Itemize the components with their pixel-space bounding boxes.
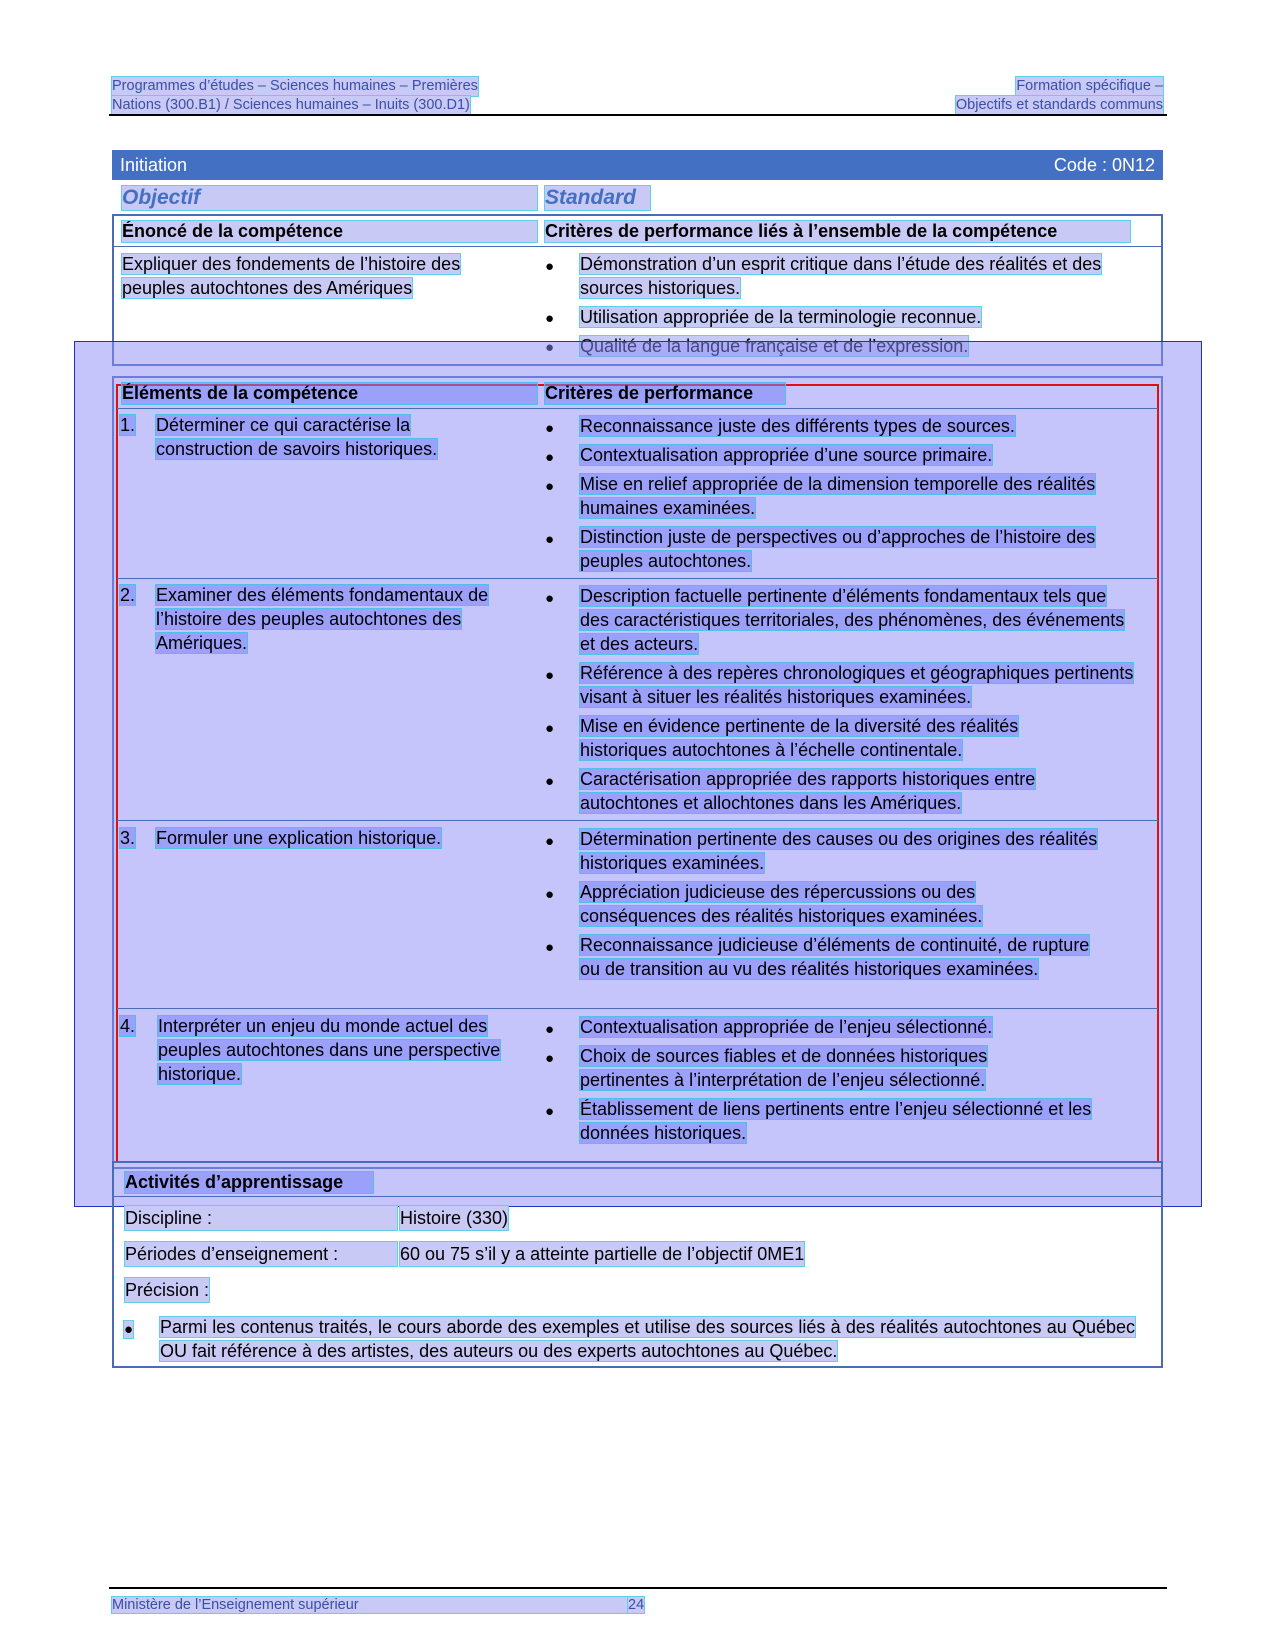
competence-statement: Expliquer des fondements de l’histoire des peuples autochtones des Amériques [122,254,461,298]
bullet-icon: ● [545,833,555,850]
bullet-icon: ● [545,478,555,495]
element-criterion: Distinction juste de perspectives ou d’approches de l’histoire des peuples autochtones. [580,527,1096,571]
bullet-icon: ● [545,939,555,956]
header-right-line2: Objectifs et standards communs [955,97,1163,113]
elements-col2-head: Critères de performance [545,383,785,404]
element-text: Formuler une explication historique. [156,828,442,848]
element-criterion: Reconnaissance juste des différents types de sources. [580,416,1015,436]
element-text: Examiner des éléments fondamentaux de l’histoire des peuples autochtones des Amériques. [156,585,489,653]
header-rule [109,114,1167,116]
element-text: Déterminer ce qui caractérise la construction de savoirs historiques. [156,415,438,459]
label-standard: Standard [545,186,650,210]
bullet-icon: ● [545,310,555,327]
element-criterion: Appréciation judicieuse des répercussions ou des conséquences des réalités historiques examinées. [580,882,983,926]
element-criterion: Reconnaissance judicieuse d’éléments de continuité, de rupture ou de transition au vu des réalités historiques examinées. [580,935,1090,979]
bullet-icon: ● [545,258,555,275]
footer-rule [109,1587,1167,1589]
bullet-icon: ● [545,1050,555,1067]
element-number: 1. [120,415,136,435]
bullet-icon: ● [545,667,555,684]
competence-criterion: Démonstration d’un esprit critique dans l’étude des réalités et des sources historiques. [580,254,1102,298]
element-criterion: Description factuelle pertinente d’éléments fondamentaux tels que des caractéristiques territoriales, des phénomènes, des événements et des acteurs. [580,586,1125,654]
bullet-icon: ● [545,773,555,790]
bullet-icon: ● [545,886,555,903]
activities-divider [113,1196,1162,1197]
elements-col1-head: Éléments de la compétence [122,383,537,404]
bullet-icon: ● [545,531,555,548]
title-bar [112,150,1163,180]
bullet-icon: ● [124,1321,134,1338]
bullet-icon: ● [545,720,555,737]
competence-divider [113,246,1162,247]
competence-col1-head: Énoncé de la compétence [122,221,537,242]
competence-criterion: Utilisation appropriée de la terminologie reconnue. [580,307,982,327]
footer-left: Ministère de l’Enseignement supérieur [112,1597,642,1613]
header-left-line1: Programmes d’études – Sciences humaines – Premières [112,78,478,94]
bullet-icon: ● [545,449,555,466]
element-criterion: Référence à des repères chronologiques et géographiques pertinents visant à situer les réalités historiques examinées. [580,663,1134,707]
precision-text: Parmi les contenus traités, le cours aborde des exemples et utilise des sources liés à des réalités autochtones au Québec OU fait référence à des artistes, des auteurs ou des experts autochtones au Québec. [160,1317,1135,1361]
element-criterion: Détermination pertinente des causes ou des origines des réalités historiques examinées. [580,829,1098,873]
element-number: 3. [120,828,136,848]
competence-col2-head: Critères de performance liés à l’ensemble de la compétence [545,221,1130,242]
periods-label: Périodes d’enseignement : [125,1242,397,1266]
page-header [112,77,1163,115]
element-criterion: Caractérisation appropriée des rapports historiques entre autochtones et allochtones dans les Amériques. [580,769,1036,813]
footer-page-number: 24 [628,1597,645,1613]
row-divider [117,820,1158,821]
element-number: 2. [120,585,136,605]
element-criterion: Contextualisation appropriée d’une source primaire. [580,445,993,465]
title-code: Code : 0N12 [1053,154,1155,175]
title-initiation: Initiation [120,154,188,175]
element-criterion: Mise en évidence pertinente de la diversité des réalités historiques autochtones à l’échelle continentale. [580,716,1019,760]
precision-label: Précision : [125,1280,210,1300]
header-right-line1: Formation spécifique – [1016,78,1163,94]
element-criterion: Mise en relief appropriée de la dimension temporelle des réalités humaines examinées. [580,474,1096,518]
bullet-icon: ● [545,420,555,437]
bullet-icon: ● [545,1103,555,1120]
periods-value: 60 ou 75 s’il y a atteinte partielle de l’objectif 0ME1 [400,1244,805,1264]
header-left-line2: Nations (300.B1) / Sciences humaines – Inuits (300.D1) [112,97,470,113]
element-criterion: Contextualisation appropriée de l’enjeu sélectionné. [580,1017,993,1037]
element-criterion: Établissement de liens pertinents entre l’enjeu sélectionné et les données historiques. [580,1099,1092,1143]
row-divider [117,1008,1158,1009]
activities-head: Activités d’apprentissage [125,1172,373,1193]
elements-divider [117,408,1158,409]
discipline-label: Discipline : [125,1206,397,1230]
bullet-icon: ● [545,1021,555,1038]
element-number: 4. [120,1016,136,1036]
row-divider [117,578,1158,579]
bullet-icon: ● [545,590,555,607]
label-objectif: Objectif [122,186,537,210]
element-criterion: Choix de sources fiables et de données historiques pertinentes à l’interprétation de l’enjeu sélectionné. [580,1046,988,1090]
element-text: Interpréter un enjeu du monde actuel des peuples autochtones dans une perspective historique. [158,1016,501,1084]
discipline-value: Histoire (330) [400,1208,509,1228]
